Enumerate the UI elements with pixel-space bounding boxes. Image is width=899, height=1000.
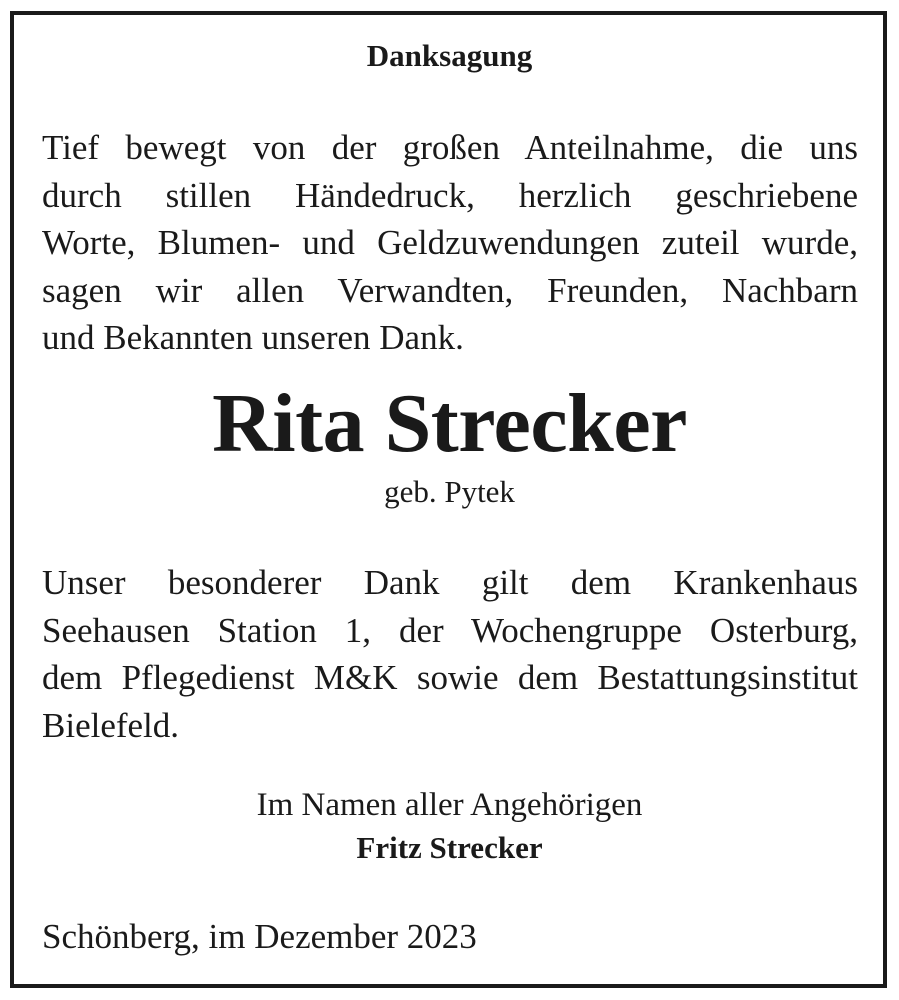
special-thanks-line: dem Pflegedienst M&K sowie dem Bestattungsinstitut xyxy=(42,658,858,697)
special-thanks-paragraph xyxy=(42,559,858,749)
intro-line: Worte, Blumen- und Geldzuwendungen zuteil wurde, xyxy=(42,223,858,262)
intro-line: sagen wir allen Verwandten, Freunden, Nachbarn xyxy=(42,270,858,310)
intro-paragraph xyxy=(42,124,858,362)
deceased-name: Rita Strecker xyxy=(212,377,687,470)
place-date: Schönberg, im Dezember 2023 xyxy=(42,917,477,956)
signer-name: Fritz Strecker xyxy=(356,830,543,865)
birth-name: geb. Pytek xyxy=(384,474,515,509)
special-thanks-line: Seehausen Station 1, der Wochengruppe Osterburg, xyxy=(42,610,858,650)
intro-line: durch stillen Händedruck, herzlich geschriebene xyxy=(42,175,858,215)
intro-line: Tief bewegt von der großen Anteilnahme, die uns xyxy=(42,128,858,167)
notice-title: Danksagung xyxy=(366,38,533,73)
closing-phrase: Im Namen aller Angehörigen xyxy=(256,787,643,823)
special-thanks-line: Bielefeld. xyxy=(42,705,180,745)
special-thanks-line: Unser besonderer Dank gilt dem Krankenhaus xyxy=(42,563,858,602)
intro-line: und Bekannten unseren Dank. xyxy=(42,318,464,357)
